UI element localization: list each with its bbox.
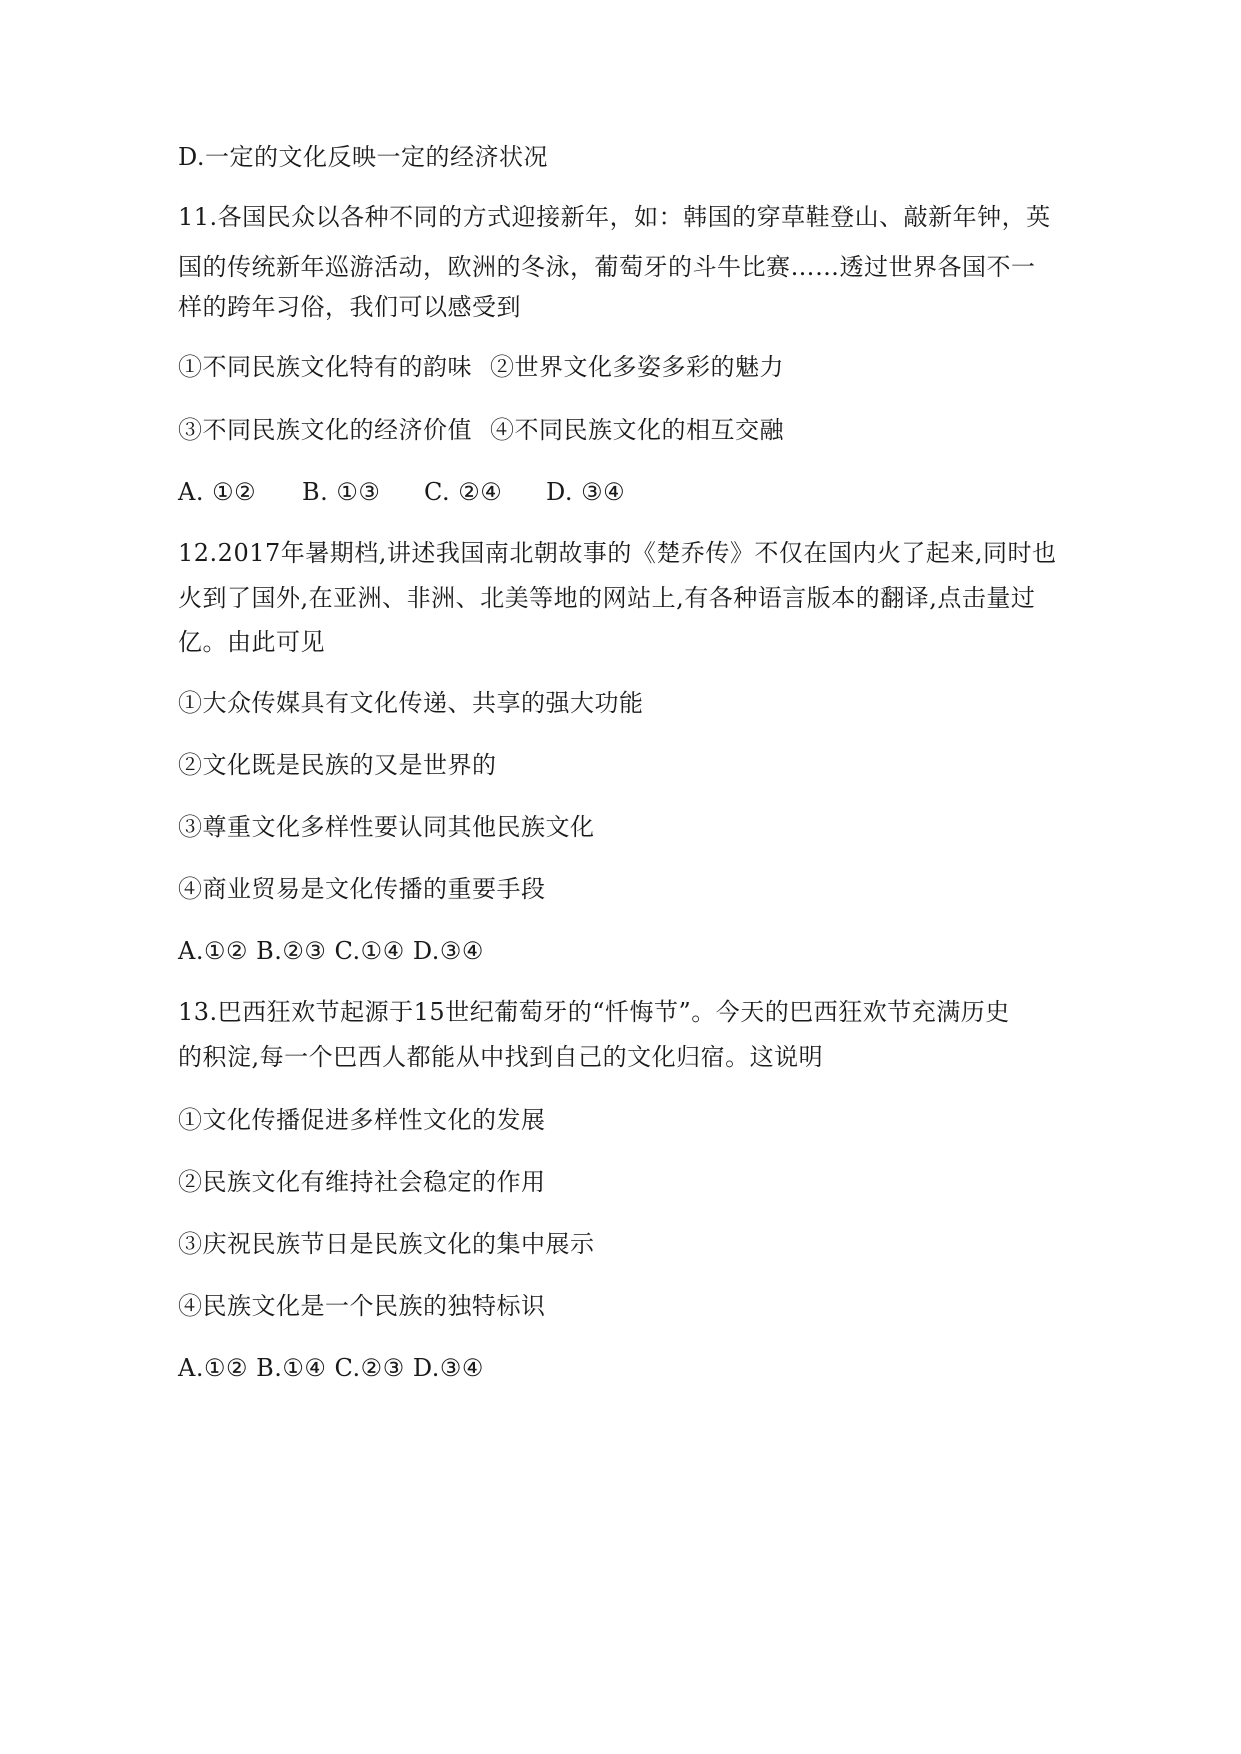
q11-statement-row-2	[178, 415, 1078, 445]
q11-choices	[178, 477, 1078, 507]
q11-stem-line-1: 11.各国民众以各种不同的方式迎接新年，如：韩国的穿草鞋登山、敲新年钟，英	[178, 203, 1051, 231]
q12-statement-1: ①大众传媒具有文化传递、共享的强大功能	[178, 689, 644, 717]
q11-statement-row-1	[178, 352, 1078, 382]
q13-statement-3: ③庆祝民族节日是民族文化的集中展示	[178, 1230, 595, 1258]
q11-stem-line-3: 样的跨年习俗，我们可以感受到	[178, 293, 521, 321]
q11-choice-d: D. ③④	[546, 478, 626, 506]
q11-choice-b: B. ①③	[302, 478, 381, 506]
q13-stem-line-2: 的积淀,每一个巴西人都能从中找到自己的文化归宿。这说明	[178, 1043, 824, 1071]
q12-stem-line-3: 亿。由此可见	[178, 628, 325, 656]
q13-statement-4: ④民族文化是一个民族的独特标识	[178, 1292, 546, 1320]
q11-choice-c: C. ②④	[424, 478, 503, 506]
q11-statement-3: ③不同民族文化的经济价值	[178, 416, 472, 444]
q12-answer-choices: A.①② B.②③ C.①④ D.③④	[178, 937, 484, 965]
q11-statement-4: ④不同民族文化的相互交融	[490, 416, 784, 444]
q11-stem-line-2: 国的传统新年巡游活动，欧洲的冬泳，葡萄牙的斗牛比赛……透过世界各国不一	[178, 253, 1036, 281]
q11-choice-a: A. ①②	[178, 478, 257, 506]
q12-statement-4: ④商业贸易是文化传播的重要手段	[178, 875, 546, 903]
q12-stem-line-2: 火到了国外,在亚洲、非洲、北美等地的网站上,有各种语言版本的翻译,点击量过	[178, 584, 1036, 612]
q10-option-d: D.一定的文化反映一定的经济状况	[178, 143, 549, 171]
q13-statement-2: ②民族文化有维持社会稳定的作用	[178, 1168, 546, 1196]
q13-stem-line-1: 13.巴西狂欢节起源于15世纪葡萄牙的“忏悔节”。今天的巴西狂欢节充满历史	[178, 998, 1010, 1026]
q11-statement-1: ①不同民族文化特有的韵味	[178, 353, 472, 381]
q12-statement-2: ②文化既是民族的又是世界的	[178, 751, 497, 779]
q12-statement-3: ③尊重文化多样性要认同其他民族文化	[178, 813, 595, 841]
q13-statement-1: ①文化传播促进多样性文化的发展	[178, 1106, 546, 1134]
q13-answer-choices: A.①② B.①④ C.②③ D.③④	[178, 1354, 484, 1382]
q12-stem-line-1: 12.2017年暑期档,讲述我国南北朝故事的《楚乔传》不仅在国内火了起来,同时也	[178, 539, 1057, 567]
q11-statement-2: ②世界文化多姿多彩的魅力	[490, 353, 784, 381]
